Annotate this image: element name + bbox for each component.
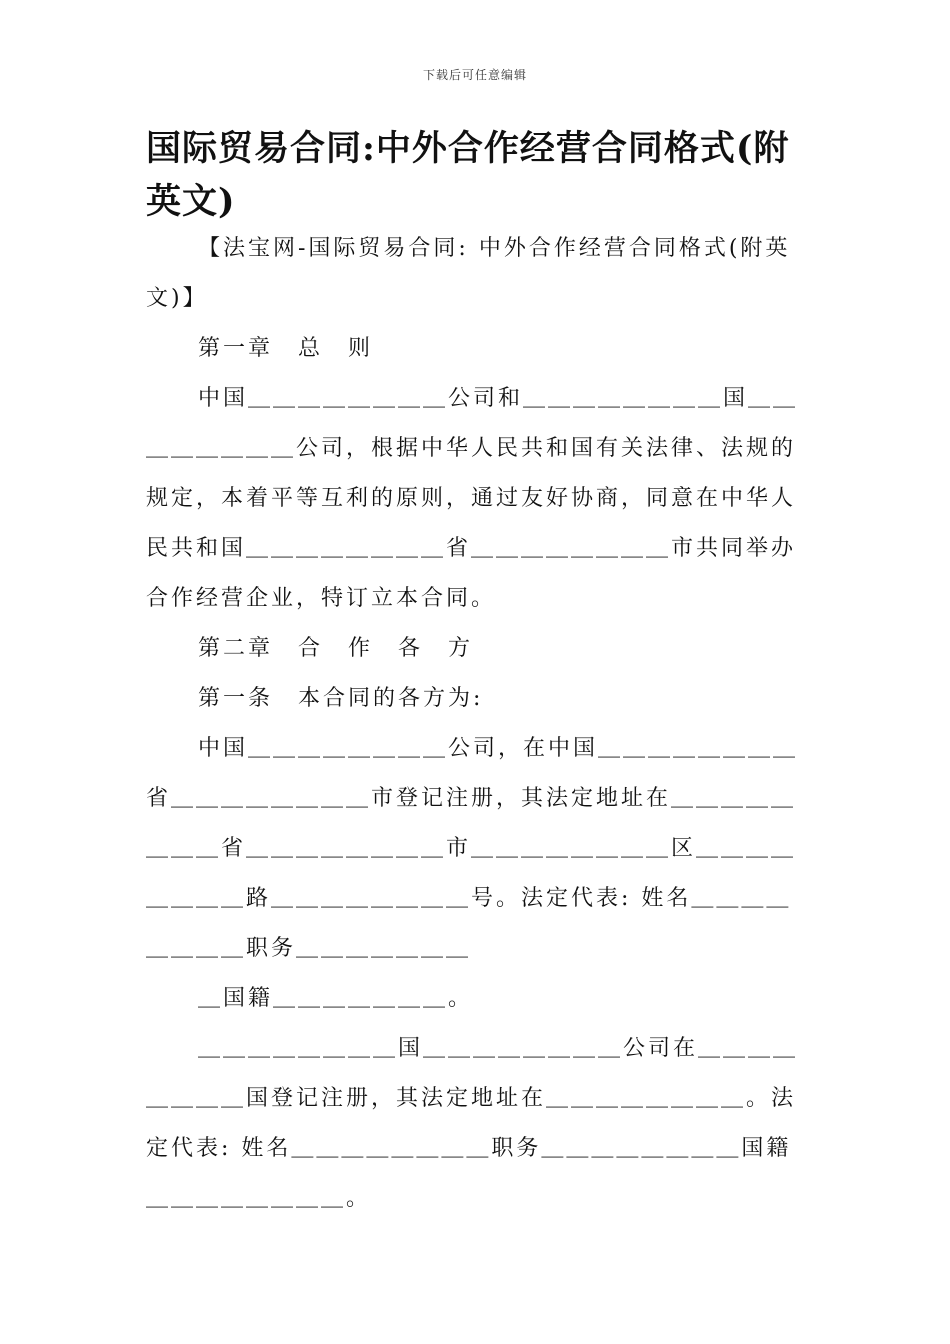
party-china-paragraph: 中国＿＿＿＿＿＿＿＿公司，在中国＿＿＿＿＿＿＿＿省＿＿＿＿＿＿＿＿市登记注册，其法定地址在＿＿＿＿＿＿＿＿省＿＿＿＿＿＿＿＿市＿＿＿＿＿＿＿＿区＿＿＿＿＿＿＿＿路＿＿＿＿＿＿＿＿号。法定代表: 姓名＿＿＿＿＿＿＿＿职务＿＿＿＿＿＿＿ (146, 736, 799, 961)
document-body (146, 224, 810, 1224)
page-header-note: 下载后可任意编辑 (422, 68, 527, 82)
party-china-nationality: ＿国籍＿＿＿＿＿＿＿。 (198, 986, 474, 1011)
source-paragraph: 【法宝网-国际贸易合同: 中外合作经营合同格式(附英文)】 (146, 236, 791, 311)
article-1-heading: 第一条 本合同的各方为: (198, 686, 484, 711)
chapter-heading-2: 第二章 合 作 各 方 (198, 636, 474, 661)
party-foreign-paragraph: ＿＿＿＿＿＿＿＿国＿＿＿＿＿＿＿＿公司在＿＿＿＿＿＿＿＿国登记注册，其法定地址在＿＿＿＿＿＿＿＿。法定代表: 姓名＿＿＿＿＿＿＿＿职务＿＿＿＿＿＿＿＿国籍＿＿＿＿＿＿＿＿。 (146, 1036, 799, 1211)
preamble-paragraph: 中国＿＿＿＿＿＿＿＿公司和＿＿＿＿＿＿＿＿国＿＿＿＿＿＿＿＿公司，根据中华人民共和国有关法律、法规的规定，本着平等互利的原则，通过友好协商，同意在中华人民共和国＿＿＿＿＿＿＿＿省＿＿＿＿＿＿＿＿市共同举办合作经营企业，特订立本合同。 (146, 386, 799, 611)
chapter-heading-1: 第一章 总 则 (198, 336, 374, 361)
document-title: 国际贸易合同:中外合作经营合同格式(附英文) (146, 128, 790, 222)
